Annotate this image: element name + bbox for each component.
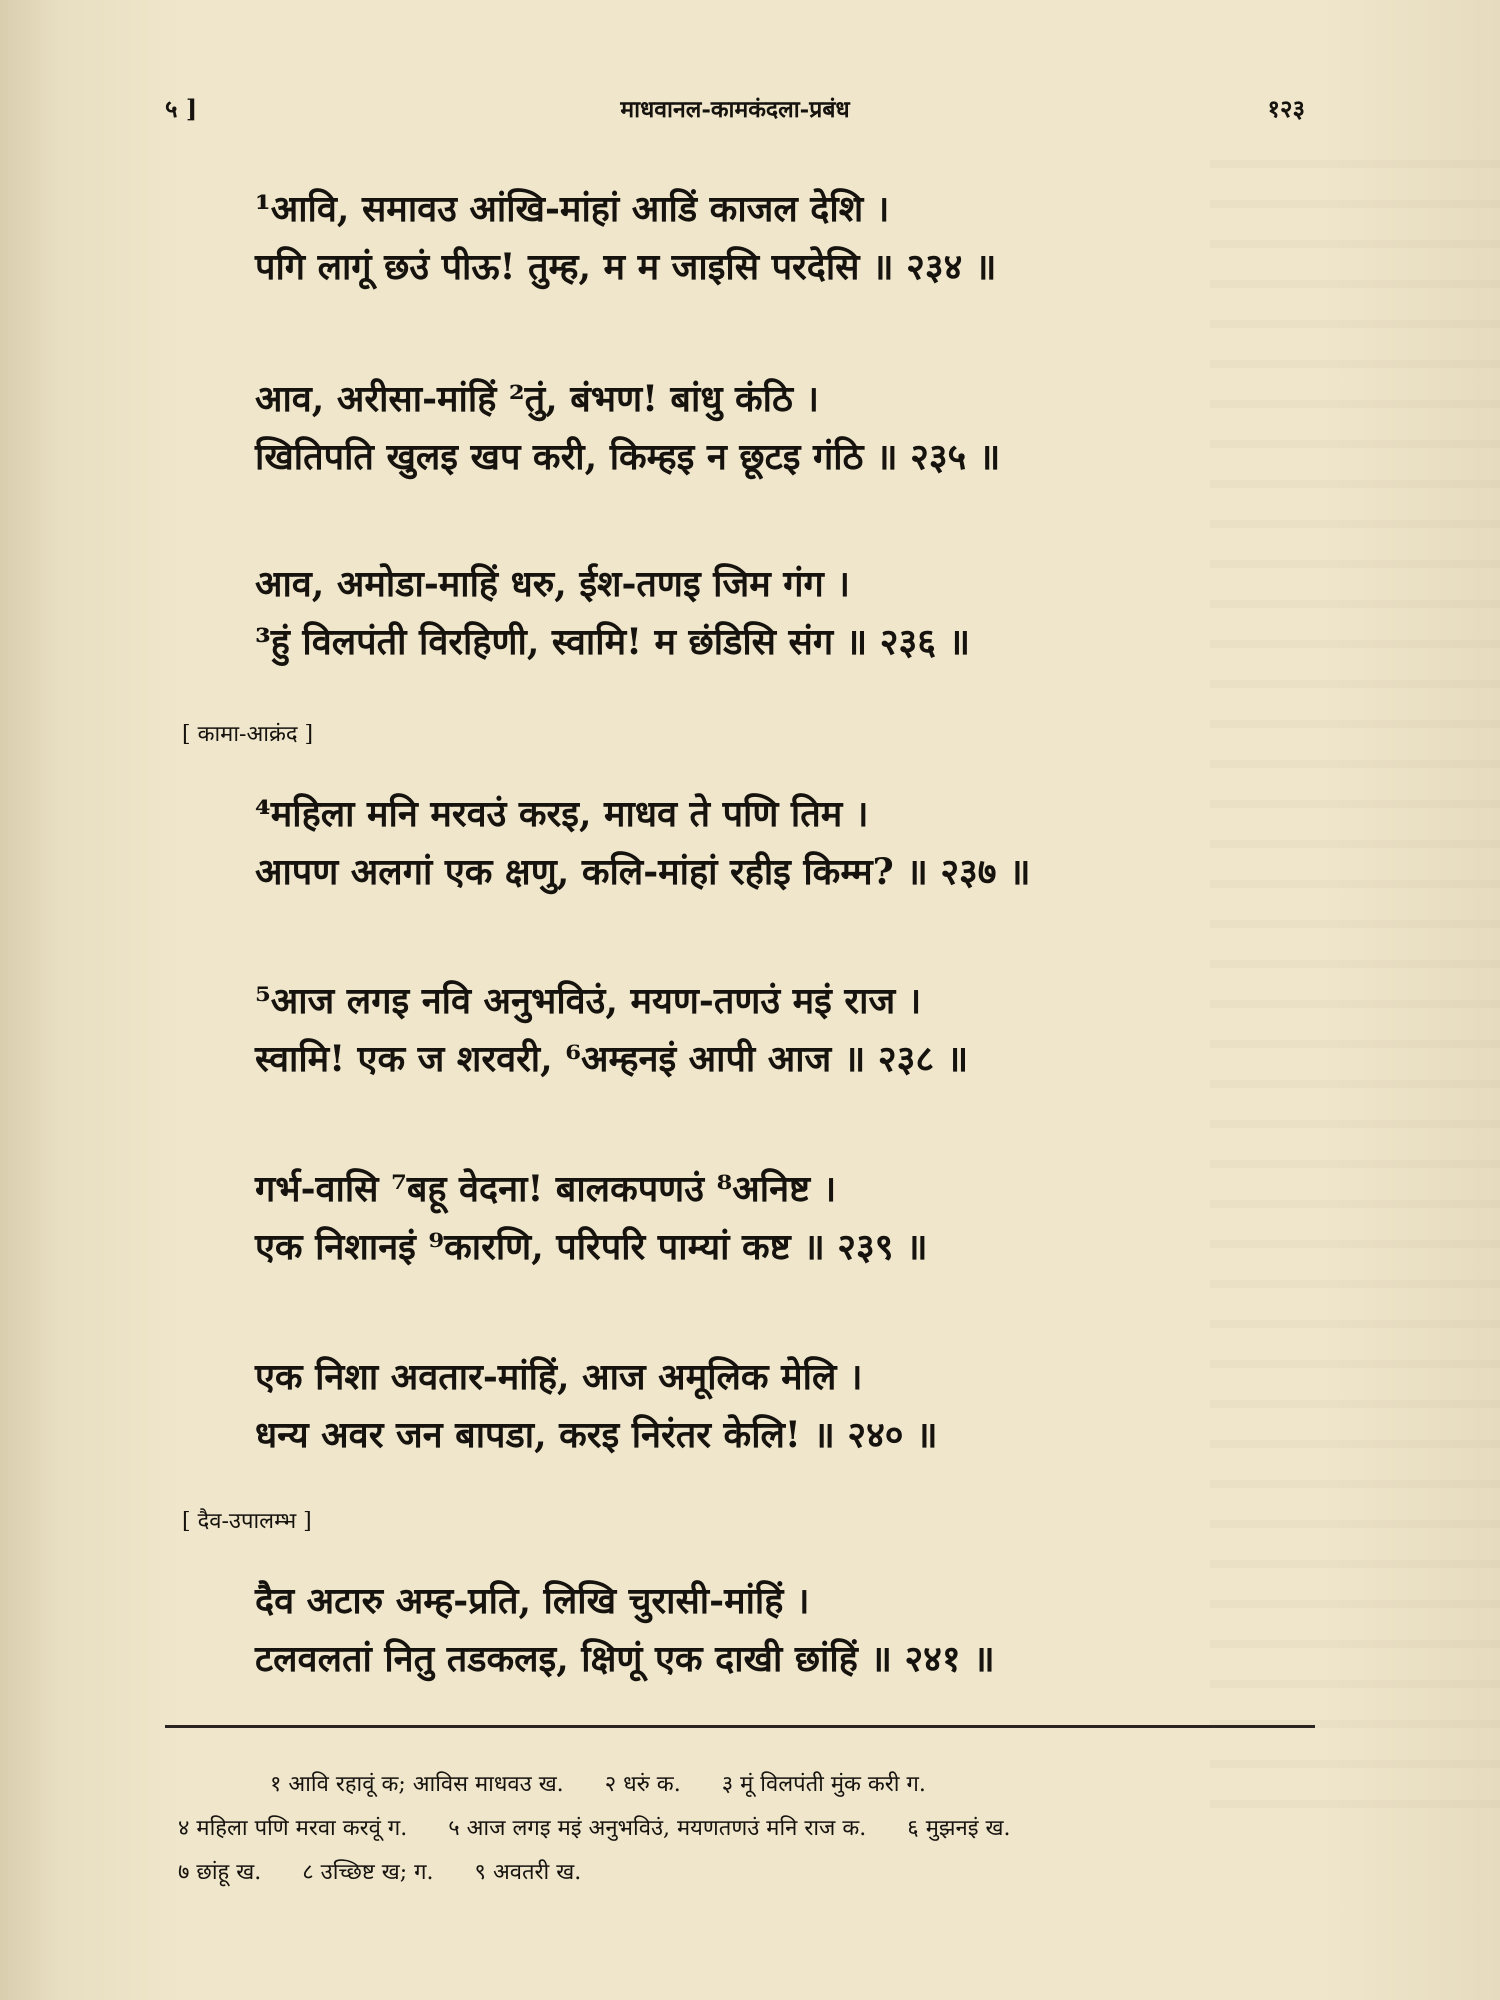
footnote-line [178,1851,1318,1895]
verse-241 [255,1572,995,1688]
verse-line: ¹आवि, समावउ आंखि-मांहां आडिं काजल देशि । [255,188,890,230]
footnote-line [178,1763,1318,1807]
verse-line: गर्भ-वासि ⁷बहू वेदना! बालकपणउं ⁸अनिष्ट । [255,1168,837,1210]
verse-240 [255,1348,938,1464]
verse-line: ³हुं विलपंती विरहिणी, स्वामि! म छंडिसि संग ॥ २३६ ॥ [255,621,971,663]
section-heading-daiv-upalambh: [ दैव-उपालम्भ ] [182,1509,312,1534]
verse-line: आव, अमोडा-माहिं धरु, ईश-तणइ जिम गंग । [255,563,850,605]
verse-line: आपण अलगां एक क्षणु, कलि-मांहां रहीइ किम्म? ॥ २३७ ॥ [255,851,1031,893]
footnote: २ धरुं क. [604,1772,681,1797]
page-number: १२३ [1267,94,1305,123]
verse-line: एक निशानइं ⁹कारणि, परिपरि पाम्यां कष्ट ॥ २३९ ॥ [255,1226,928,1268]
verse-line: ⁵आज लगइ नवि अनुभविउं, मयण-तणउं मइं राज । [255,980,922,1022]
footnote: १ आवि रहावूं क; आविस माधवउ ख. [270,1772,564,1797]
footnote: ८ उच्छिष्ट ख; ग. [302,1860,434,1885]
footnote-divider [165,1725,1315,1728]
footnote-line [178,1807,1318,1851]
verse-line: धन्य अवर जन बापडा, करइ निरंतर केलि! ॥ २४० ॥ [255,1414,938,1456]
verse-line: स्वामि! एक ज शरवरी, ⁶अम्हनइं आपी आज ॥ २३८ ॥ [255,1038,969,1080]
verse-235 [255,370,1000,486]
footnote: ७ छांहू ख. [178,1860,262,1885]
verse-line: टलवलतां नितु तडकलइ, क्षिणूं एक दाखी छांहिं ॥ २४१ ॥ [255,1638,995,1680]
footnote: ४ महिला पणि मरवा करवूं ग. [178,1816,408,1841]
verse-line: पगि लागूं छउं पीऊ! तुम्ह, म म जाइसि परदेसि ॥ २३४ ॥ [255,246,997,288]
verse-236 [255,555,970,671]
verse-234 [255,180,996,296]
footnotes [178,1763,1318,1895]
bleed-through-texture [1210,160,1500,1810]
verse-line: खितिपति खुलइ खप करी, किम्हइ न छूटइ गंठि ॥ २३५ ॥ [255,436,1001,478]
verse-line: एक निशा अवतार-मांहिं, आज अमूलिक मेलि । [255,1356,863,1398]
verse-line: दैव अटारु अम्ह-प्रति, लिखि चुरासी-मांहिं । [255,1580,810,1622]
verse-line: आव, अरीसा-मांहिं ²तुं, बंभण! बांधु कंठि । [255,378,820,420]
chapter-marker: ५ ] [165,94,198,123]
section-heading-kama-akrand: [ कामा-आक्रंद ] [182,722,314,747]
footnote: ३ मूं विलपंती मुंक करी ग. [721,1772,926,1797]
verse-237 [255,785,1031,901]
footnote: ६ मुझनइं ख. [907,1816,1011,1841]
footnote: ५ आज लगइ मइं अनुभविउं, मयणतणउं मनि राज क. [448,1816,867,1841]
page-title: माधवानल-कामकंदला-प्रबंध [620,96,850,123]
verse-239 [255,1160,928,1276]
verse-line: ⁴महिला मनि मरवउं करइ, माधव ते पणि तिम । [255,793,869,835]
footnote: ९ अवतरी ख. [474,1860,582,1885]
verse-238 [255,972,968,1088]
running-header [165,92,1305,132]
